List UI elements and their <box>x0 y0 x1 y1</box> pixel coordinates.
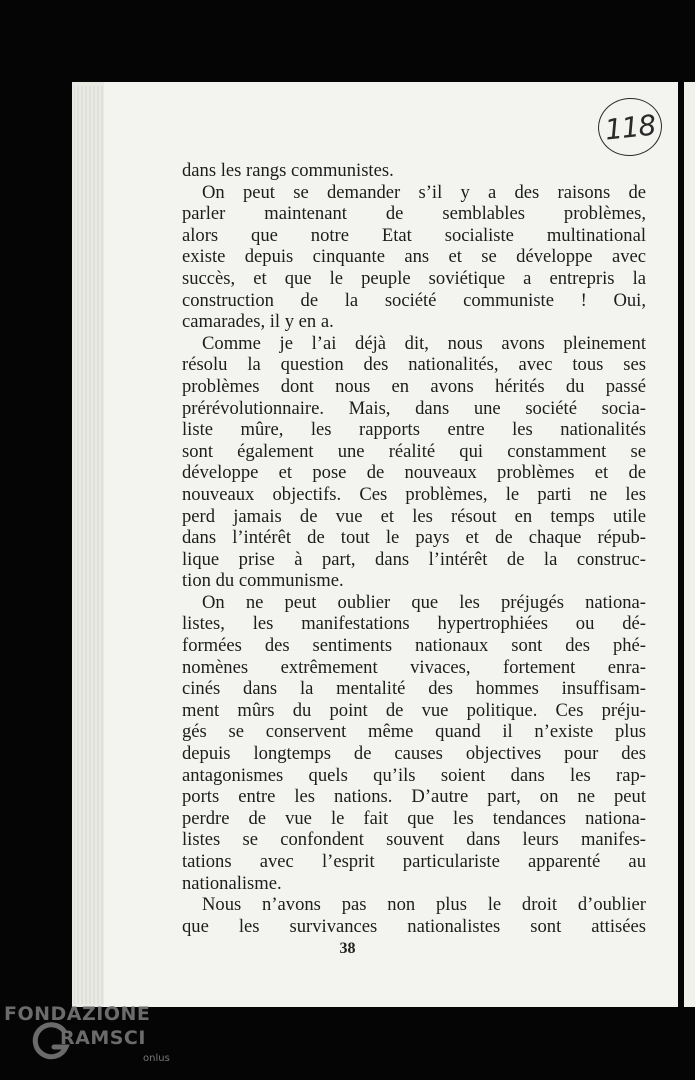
text-line: depuis longtemps de causes objectives pour des <box>182 743 646 765</box>
text-line: problèmes dont nous en avons hérités du passé <box>182 375 646 397</box>
text-line: nouveaux objectifs. Ces problèmes, le parti ne les <box>182 483 646 505</box>
text-line: On ne peut oublier que les préjugés nationa- <box>202 591 646 613</box>
logo-line-3: onlus <box>143 1053 170 1064</box>
text-line: tion du communisme. <box>182 570 344 592</box>
text-line: cinés dans la mentalité des hommes insuffisam- <box>182 678 646 700</box>
logo-line-2: RAMSCI <box>60 1027 146 1049</box>
text-line: ports entre les nations. D’autre part, on ne peut <box>182 786 646 808</box>
text-line: existe depuis cinquante ans et se développe avec <box>182 246 646 268</box>
text-line: développe et pose de nouveaux problèmes et de <box>182 462 646 484</box>
text-line: construction de la société communiste ! Oui, <box>182 289 646 311</box>
text-line: perdre de vue le fait que les tendances nationa- <box>182 807 646 829</box>
text-line: camarades, il y en a. <box>182 311 334 333</box>
text-line: succès, et que le peuple soviétique a entrepris la <box>182 267 646 289</box>
text-line: formées des sentiments nationaux sont des phé- <box>182 635 646 657</box>
handwritten-folio-number: 118 <box>595 95 665 159</box>
text-line: sont également une réalité qui constamment se <box>182 440 646 462</box>
text-line: prérévolutionnaire. Mais, dans une société socia- <box>182 397 646 419</box>
text-line: liste mûre, les rapports entre les nationalités <box>182 419 646 441</box>
text-line: résolu la question des nationalités, avec tous ses <box>182 354 646 376</box>
text-line: nomènes extrêmement vivaces, fortement enra- <box>182 656 646 678</box>
text-line: listes, les manifestations hypertrophiées ou dé- <box>182 613 646 635</box>
facing-page-edge <box>684 82 695 1007</box>
text-line: Nous n’avons pas non plus le droit d’oublier <box>202 894 646 916</box>
text-line: que les survivances nationalistes sont attisées <box>182 915 646 937</box>
text-line: Comme je l’ai déjà dit, nous avons pleinement <box>202 332 646 354</box>
text-line: gés se conservent même quand il n’existe plus <box>182 721 646 743</box>
text-line: lique prise à part, dans l’intérêt de la construc- <box>182 548 646 570</box>
text-line: dans les rangs communistes. <box>182 160 394 181</box>
logo-line-1: FONDAZIONE <box>4 1003 151 1025</box>
text-line: listes se confondent souvent dans leurs manifes- <box>182 829 646 851</box>
body-text <box>182 160 646 937</box>
text-line: tations avec l’esprit particulariste apparenté au <box>182 851 646 872</box>
page-number: 38 <box>339 940 356 957</box>
text-line: On peut se demander s’il y a des raisons de <box>202 181 646 203</box>
text-line: nationalisme. <box>182 872 282 894</box>
text-line: perd jamais de vue et les résout en temps utile <box>182 505 646 527</box>
text-line: antagonismes quels qu’ils soient dans les rap- <box>182 764 646 786</box>
text-line: parler maintenant de semblables problèmes, <box>182 203 646 225</box>
text-line: dans l’intérêt de tout le pays et de chaque répub- <box>182 527 646 549</box>
text-line: alors que notre Etat socialiste multinational <box>182 224 646 246</box>
text-line: ment mûrs du point de vue politique. Ces préju- <box>182 699 646 721</box>
fondazione-gramsci-logo <box>4 1003 174 1073</box>
